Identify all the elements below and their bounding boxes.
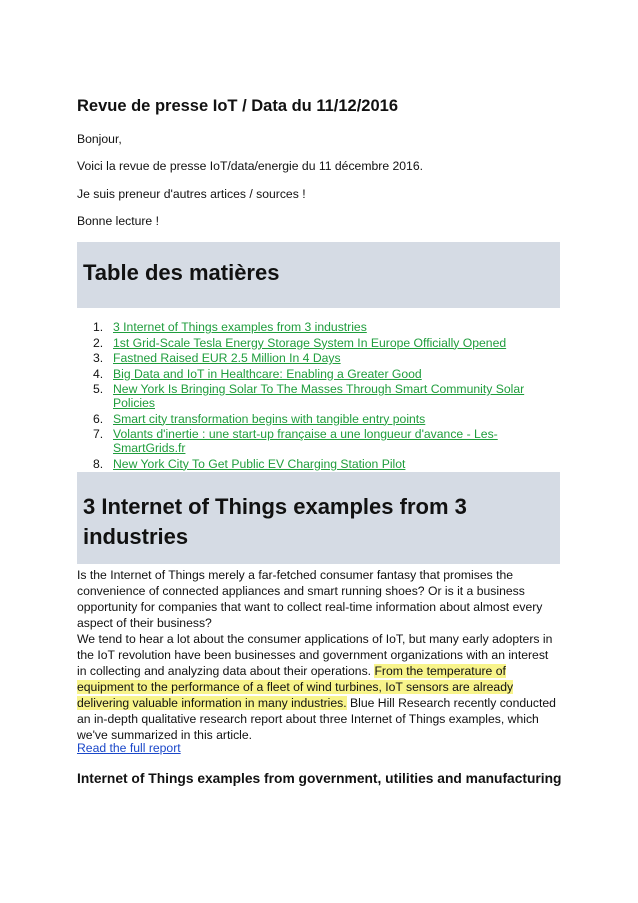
toc-item-number: 7.	[93, 427, 104, 441]
toc-link[interactable]: New York Is Bringing Solar To The Masses Through Smart Community Solar Policies	[113, 382, 525, 410]
article-paragraph-2	[77, 631, 561, 743]
toc-item	[77, 382, 561, 410]
highlighted-text: From the temperature of equipment to the performance of a fleet of wind turbines, IoT sensors are already delivering valuable information in many industries.	[77, 664, 514, 710]
toc-link[interactable]: Fastned Raised EUR 2.5 Million In 4 Days	[113, 351, 341, 365]
toc-item	[77, 320, 561, 334]
toc-link[interactable]: Big Data and IoT in Healthcare: Enabling a Greater Good	[113, 366, 422, 381]
toc-item	[77, 351, 561, 365]
article-subheading: Internet of Things examples from government, utilities and manufacturing	[77, 771, 562, 786]
toc-item-number: 2.	[93, 335, 104, 350]
greeting-text: Bonjour,	[77, 132, 122, 146]
read-full-report-link[interactable]: Read the full report	[77, 741, 181, 755]
toc-item	[77, 367, 561, 381]
toc-heading-box	[77, 242, 560, 308]
toc-item	[77, 457, 561, 471]
toc-item-number: 4.	[93, 366, 104, 381]
toc-link[interactable]: Volants d'inertie : une start-up française a une longueur d'avance - Les-SmartGrids.fr	[113, 427, 498, 455]
toc-item	[77, 412, 561, 426]
paragraph-text: Blue Hill Research recently conducted an in-depth qualitative research report about three Internet of Things examples, which we've summarized in this article.	[77, 696, 556, 742]
paragraph-text: We tend to hear a lot about the consumer applications of IoT, but many early adopters in the IoT revolution have been businesses and government organizations with an interest in collecting and analyzing data about their operations.	[77, 632, 553, 678]
sources-request-text: Je suis preneur d'autres artices / sources !	[77, 187, 306, 201]
article-paragraph-1: Is the Internet of Things merely a far-fetched consumer fantasy that promises the convenience of connected appliances and smart running shoes? Or is it a business opportunity for companies that want to collect real-time information about almost every aspect of their business?	[77, 568, 543, 630]
toc-item	[77, 336, 561, 350]
intro-text: Voici la revue de presse IoT/data/energie du 11 décembre 2016.	[77, 159, 423, 173]
closing-text: Bonne lecture !	[77, 214, 159, 228]
toc-link[interactable]: 3 Internet of Things examples from 3 industries	[113, 320, 367, 334]
toc-link[interactable]: Smart city transformation begins with tangible entry points	[113, 411, 426, 426]
toc-item-number: 3.	[93, 351, 104, 365]
toc-list	[77, 320, 561, 472]
toc-link[interactable]: 1st Grid-Scale Tesla Energy Storage System In Europe Officially Opened	[113, 335, 507, 350]
toc-title: Table des matières	[83, 260, 280, 285]
toc-item-number: 8.	[93, 456, 104, 471]
article-heading-box	[77, 472, 560, 564]
toc-item-number: 1.	[93, 320, 104, 334]
toc-item-number: 5.	[93, 382, 104, 396]
toc-link[interactable]: New York City To Get Public EV Charging Station Pilot	[113, 456, 406, 471]
toc-item-number: 6.	[93, 411, 104, 426]
toc-item	[77, 427, 561, 455]
document-title: Revue de presse IoT / Data du 11/12/2016	[77, 97, 398, 115]
article-title: 3 Internet of Things examples from 3 industries	[83, 494, 467, 549]
